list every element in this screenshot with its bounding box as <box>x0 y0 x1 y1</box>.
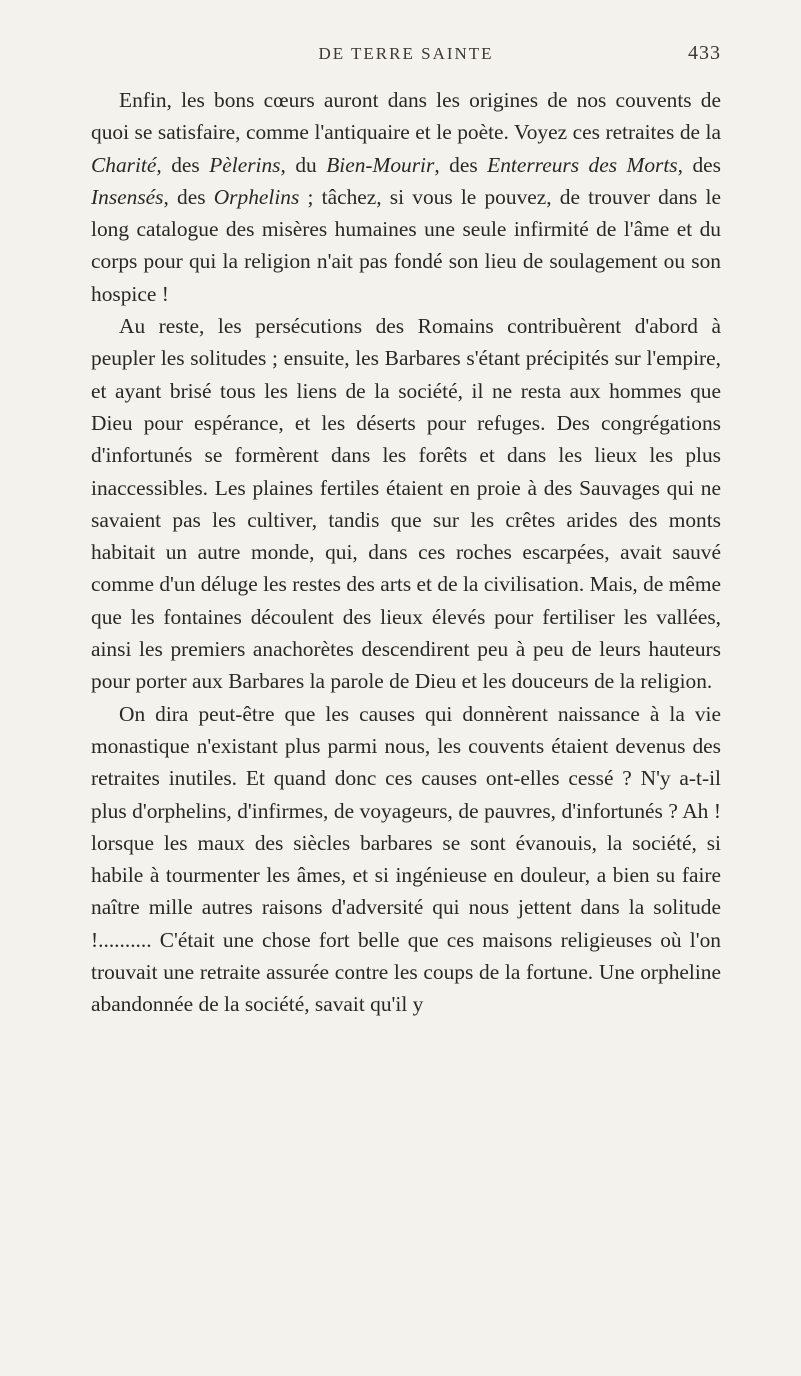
paragraph <box>91 310 721 698</box>
text-run: , des <box>677 152 721 177</box>
text-run: ; tâchez, si vous le pouvez, de trouver dans le long catalogue des misères humaines une seule infirmité de l'âme et du corps pour qui la religion n'ait pas fondé son lieu de soulagement ou son hospice ! <box>91 184 721 306</box>
text-run: Au reste, les persécutions des Romains contribuèrent d'abord à peupler les solitudes ; ensuite, les Barbares s'étant précipités sur l'empire, et ayant brisé tous les liens de la société, il ne resta aux hommes que Dieu pour espérance, et les déserts pour refuges. Des congrégations d'infortunés se formèrent dans les forêts et dans les lieux les plus inaccessibles. Les plaines fertiles étaient en proie à des Sauvages qui ne savaient pas les cultiver, tandis que sur les crêtes arides des monts habitait un autre monde, qui, dans ces roches escarpées, avait sauvé comme d'un déluge les restes des arts et de la civilisation. Mais, de même que les fontaines découlent des lieux élevés pour fertiliser les vallées, ainsi les premiers anachorètes descendirent peu à peu de leurs hauteurs pour porter aux Barbares la parole de Dieu et les douceurs de la religion. <box>91 314 721 694</box>
text-run: , du <box>280 152 327 177</box>
text-run: , des <box>434 152 488 177</box>
text-run: On dira peut-être que les causes qui donnèrent naissance à la vie monastique n'existant plus parmi nous, les couvents étaient devenus des retraites inutiles. Et quand donc ces causes ont-elles cessé ? N'y a-t-il plus d'orphelins, d'infirmes, de voyageurs, de pauvres, d'infortunés ? Ah ! lorsque les maux des siècles barbares se sont évanouis, la société, si habile à tourmenter les âmes, et si ingénieuse en douleur, a bien su faire naître mille autres raisons d'adversité qui nous jettent dans la solitude !.......... C'était une chose fort belle que ces maisons religieuses où l'on trouvait une retraite assurée contre les coups de la fortune. Une orpheline abandonnée de la société, savait qu'il y <box>91 701 721 1017</box>
body-text <box>91 84 721 1021</box>
text-run: , des <box>163 184 214 209</box>
text-run: , des <box>156 152 210 177</box>
italic-text: Enterreurs des Morts <box>487 152 678 177</box>
italic-text: Orphelins <box>213 184 300 209</box>
page-number: 433 <box>688 42 721 64</box>
italic-text: Charité <box>91 152 157 177</box>
italic-text: Bien-Mourir <box>326 152 435 177</box>
italic-text: Insensés <box>91 184 164 209</box>
italic-text: Pèlerins <box>209 152 281 177</box>
running-title: DE TERRE SAINTE <box>318 44 494 63</box>
text-run: Enfin, les bons cœurs auront dans les origines de nos couvents de quoi se satisfaire, comme l'antiquaire et le poète. Voyez ces retraites de la <box>91 88 721 145</box>
paragraph <box>91 698 721 1021</box>
page-header <box>91 40 721 68</box>
paragraph <box>91 84 721 310</box>
